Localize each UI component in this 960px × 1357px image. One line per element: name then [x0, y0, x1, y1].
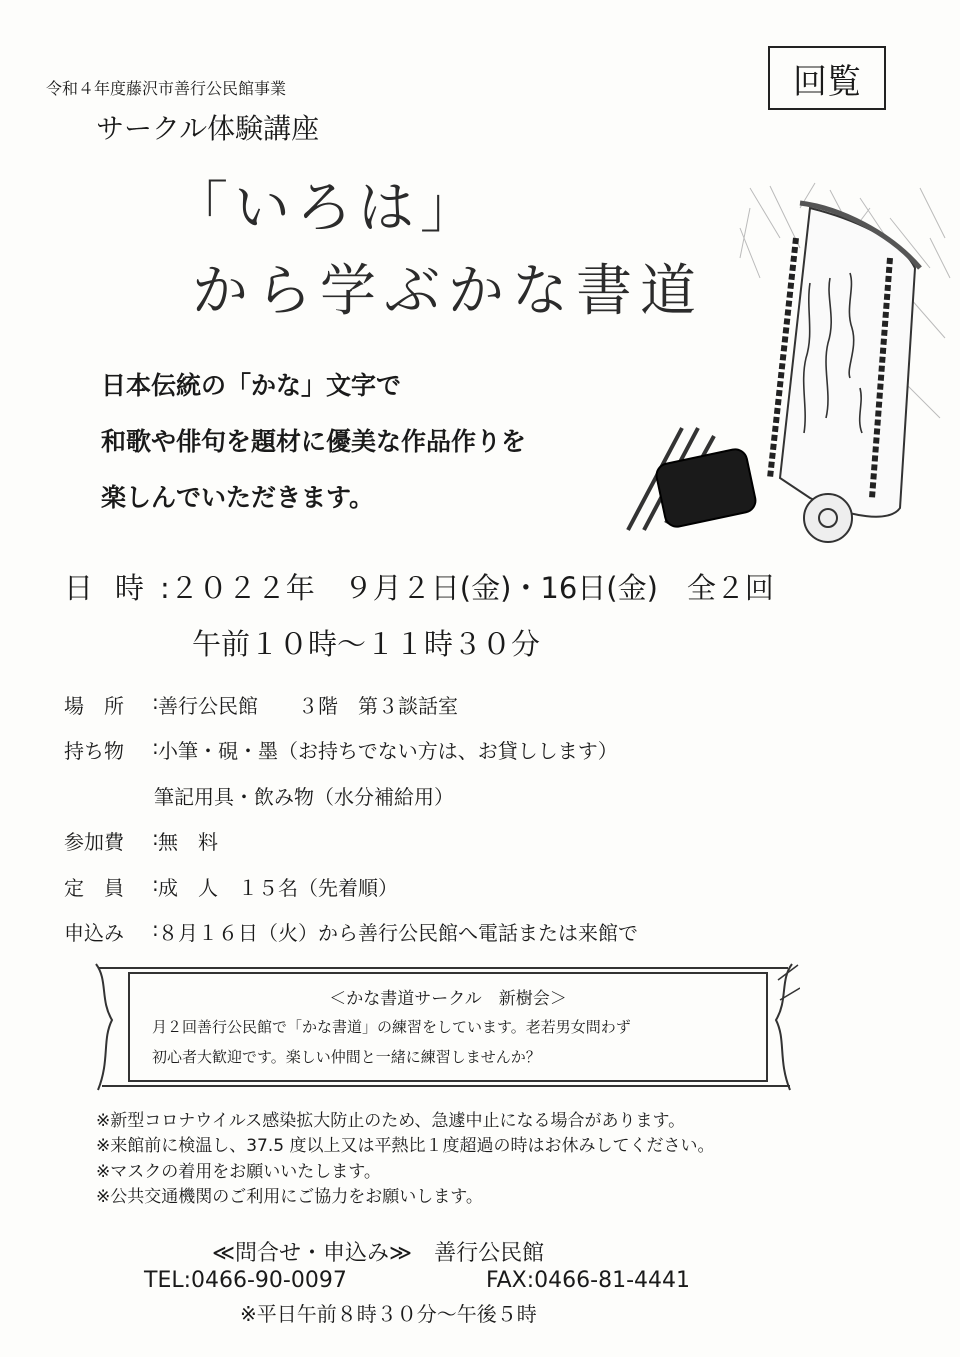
schedule-date: :２０２２年 ９月２日(金)・16日(金) 全２回: [160, 571, 774, 605]
circle-text-2: 初心者大歓迎です。楽しい仲間と一緒に練習しませんか？: [152, 1048, 541, 1066]
circulation-stamp: 回覧: [768, 46, 886, 110]
items-value: 小筆・硯・墨（お持ちでない方は、お貸しします）: [158, 739, 618, 763]
capacity-label: 定 員: [64, 876, 124, 900]
schedule-time: 午前１０時～１１時３０分: [192, 627, 541, 661]
apply-label: 申込み: [64, 921, 124, 945]
inkstone-icon: [654, 447, 757, 529]
fee-value: 無 料: [158, 830, 218, 854]
items-row: [64, 735, 618, 764]
title-line-1: 「いろは」: [172, 176, 482, 241]
items-separator: :: [152, 735, 159, 759]
place-value: 善行公民館 ３階 第３談話室: [158, 694, 458, 718]
apply-value: ８月１６日（火）から善行公民館へ電話または来館で: [158, 921, 638, 945]
fax-number: FAX:0466-81-4441: [486, 1268, 691, 1293]
office-hours: ※平日午前８時３０分～午後５時: [240, 1302, 537, 1326]
lead-line-1: 日本伝統の「かな」文字で: [101, 371, 402, 400]
items-label: 持ち物: [64, 739, 124, 763]
note-4: ※公共交通機関のご利用にご協力をお願いします。: [96, 1187, 483, 1207]
fee-separator: :: [152, 826, 159, 850]
capacity-row: [64, 872, 398, 901]
organizer-text: 令和４年度藤沢市善行公民館事業: [46, 79, 287, 98]
title-line-2: から学ぶかな書道: [192, 259, 704, 324]
apply-separator: :: [152, 917, 159, 941]
lead-line-3: 楽しんでいただきます。: [101, 483, 375, 512]
place-label: 場 所: [64, 694, 124, 718]
items-value-2: 筆記用具・飲み物（水分補給用）: [154, 785, 454, 809]
capacity-value: 成 人 １５名（先着順）: [158, 876, 398, 900]
subtitle: サークル体験講座: [96, 112, 320, 145]
place-row: [64, 690, 458, 719]
circle-title: ＜かな書道サークル 新樹会＞: [329, 989, 567, 1009]
fee-label: 参加費: [64, 830, 124, 854]
apply-row: [64, 917, 638, 946]
lead-line-2: 和歌や俳句を題材に優美な作品作りを: [101, 427, 527, 456]
note-1: ※新型コロナウイルス感染拡大防止のため、急遽中止になる場合があります。: [96, 1111, 686, 1131]
circle-info-box: [128, 972, 768, 1082]
place-separator: :: [152, 690, 159, 714]
scroll-paper: [780, 208, 915, 517]
circle-text-1: 月２回善行公民館で「かな書道」の練習をしています。老若男女問わず: [152, 1018, 631, 1036]
note-2: ※来館前に検温し、37.5 度以上又は平熱比１度超過の時はお休みしてください。: [96, 1136, 715, 1156]
schedule-label: 日時: [64, 571, 167, 605]
note-3: ※マスクの着用をお願いいたします。: [96, 1162, 381, 1182]
calligraphy-scroll-illustration: [600, 178, 952, 548]
contact-heading: ≪問合せ・申込み≫ 善行公民館: [212, 1241, 545, 1266]
phone-number: TEL:0466-90-0097: [144, 1268, 347, 1293]
scroll-roll: [804, 494, 852, 542]
capacity-separator: :: [152, 872, 159, 896]
fee-row: [64, 826, 218, 855]
